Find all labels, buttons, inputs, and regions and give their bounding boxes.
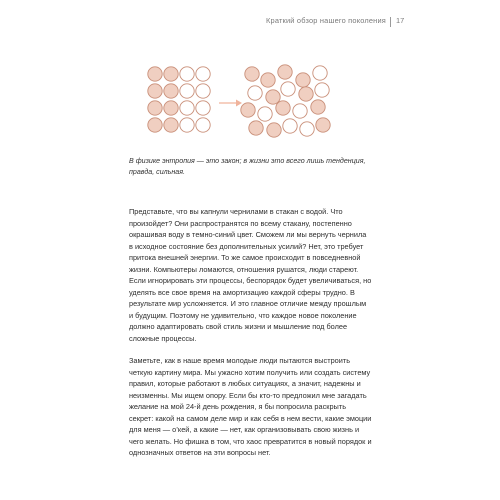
scattered-particle [258,107,272,121]
figure-caption: В физике энтропия — это закон; в жизни это всего лишь тенденция, правда, сильная. [129,157,366,176]
ordered-particle [148,84,162,98]
ordered-particle [180,67,194,81]
header-separator [390,17,391,27]
scattered-particle [281,82,295,96]
scattered-particle [241,103,255,117]
page-number: 17 [396,16,405,25]
scattered-particle [248,86,262,100]
running-title: Краткий обзор нашего поколения [266,16,386,25]
ordered-particle [180,101,194,115]
ordered-circles-grid [148,67,210,132]
scattered-particle [249,121,263,135]
ordered-particle [148,67,162,81]
scattered-circles [241,65,330,137]
ordered-particle [164,118,178,132]
scattered-particle [293,104,307,118]
ordered-particle [148,118,162,132]
scattered-particle [267,123,281,137]
body-paragraph-2: Заметьте, как в наше время молодые люди пытаются выстроить четкую картину мира. Мы ужасно хотим получить или создать систему правил, которые работают в любых ситуациях, а значит, надежны и неизменны. Мы ищем опору. Если бы кто-то предложил мне загадать желание на мой 24-й день рождения, я бы попросила раскрыть секрет: какой на самом деле мир и как себя в нем вести, какие эмоции для меня — о’кей, а какие — нет, как организовывать свою жизнь и чего желать. Но фишка в том, что хаос превратится в новый порядок и однозначных ответов на эти вопросы нет. [129,356,372,457]
entropy-illustration [135,56,375,156]
scattered-particle [300,122,314,136]
ordered-particle [196,84,210,98]
ordered-particle [196,67,210,81]
scattered-particle [311,100,325,114]
page-header [0,16,500,30]
ordered-particle [196,118,210,132]
scattered-particle [261,73,275,87]
ordered-particle [180,84,194,98]
scattered-particle [278,65,292,79]
scattered-particle [313,66,327,80]
ordered-particle [196,101,210,115]
ordered-particle [164,67,178,81]
scattered-particle [266,90,280,104]
scattered-particle [315,83,329,97]
scattered-particle [276,101,290,115]
ordered-particle [148,101,162,115]
entropy-diagram [135,56,375,156]
arrow-icon [219,100,242,107]
scattered-particle [296,73,310,87]
scattered-particle [316,118,330,132]
scattered-particle [299,87,313,101]
ordered-particle [180,118,194,132]
scattered-particle [283,119,297,133]
ordered-particle [164,84,178,98]
scattered-particle [245,67,259,81]
ordered-particle [164,101,178,115]
body-paragraph-1: Представьте, что вы капнули чернилами в стакан с водой. Что произойдет? Они распространятся по всему стакану, постепенно окрашивая воду в темно-синий цвет. Сможем ли мы вернуть чернила в исходное состояние без дополнительных усилий? Нет, это требует притока внешней энергии. То же самое происходит в повседневной жизни. Компьютеры ломаются, отношения рушатся, люди стареют. Если игнорировать эти процессы, беспорядок будет увеличиваться, но уделять все свое время на амортизацию каждой сферы трудно. В результате мир усложняется. И это главное отличие между прошлым и будущим. Поэтому не удивительно, что каждое новое поколение должно адаптировать свой стиль жизни и мышление под более сложные процессы. [129,207,372,343]
